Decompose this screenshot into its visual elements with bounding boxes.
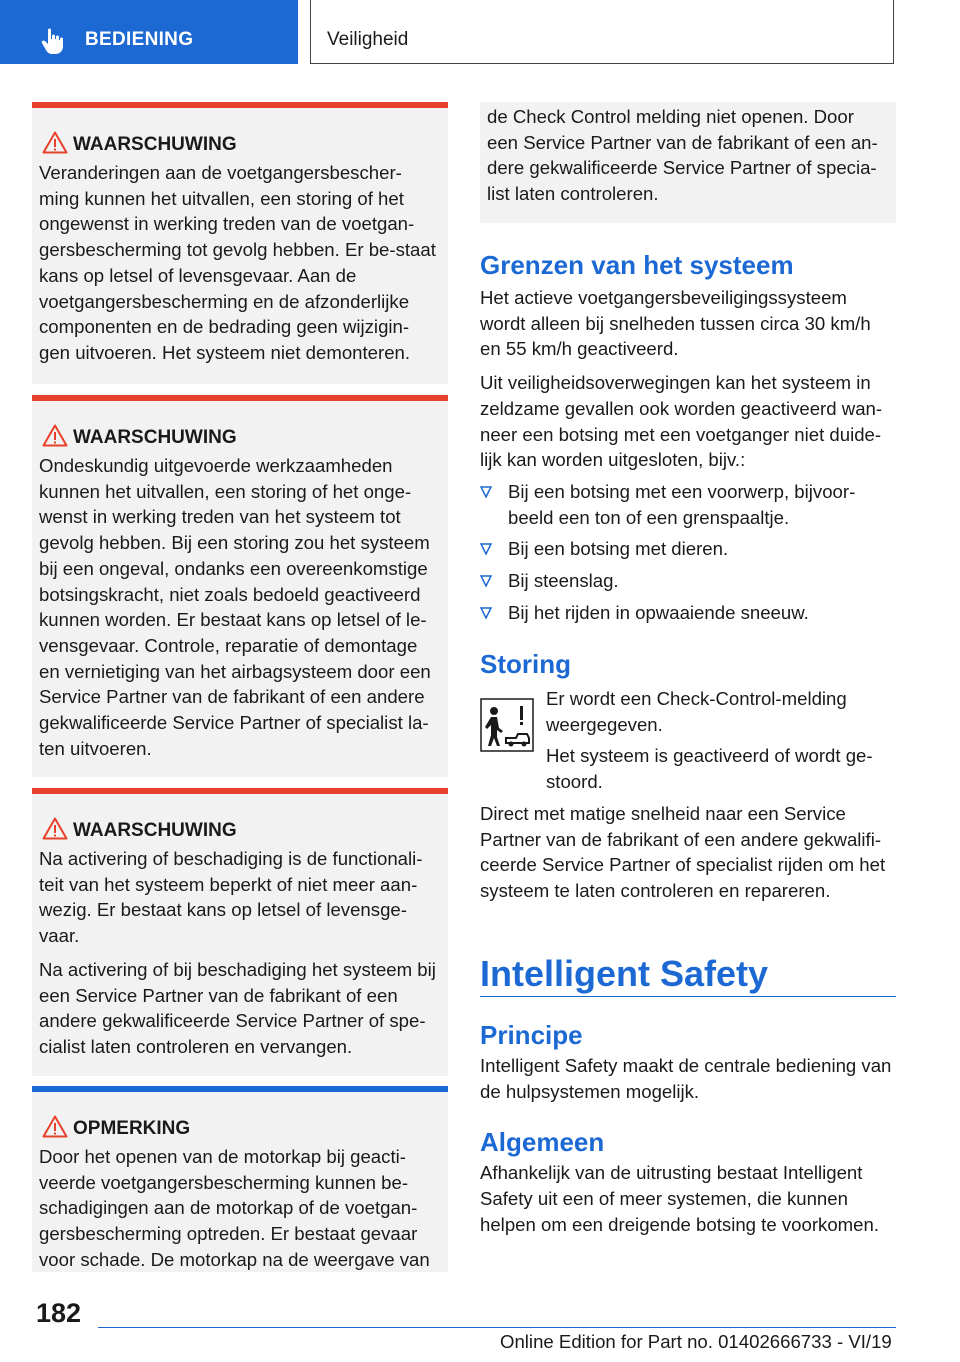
warning-bar: [32, 102, 448, 108]
warning-box: [32, 395, 448, 777]
list-item-text: Bij steenslag.: [508, 570, 619, 592]
limits-heading: Grenzen van het systeem: [480, 250, 794, 280]
limits-paragraph: Uit veiligheidsoverwegingen kan het systeem in zeldzame gevallen ook worden geactiveerd wan-neer een botsing met een voetganger niet duide-lijk kan worden uitgesloten, bijv.:: [480, 372, 883, 471]
note-text: Door het openen van de motorkap bij geacti-veerde voetgangersbescherming kunnen be-schadigingen aan de motorkap of de voetgan-gersbescherming optreden. Er bestaat gevaar voor schade. De motorkap na de weergave van: [39, 1146, 430, 1270]
warning-text: Na activering of beschadiging is de functionali-teit van het systeem beperkt of niet meer aan-wezig. Er bestaat kans op letsel of levensge-vaar.: [39, 848, 423, 947]
section-tab-bediening[interactable]: [0, 0, 298, 64]
pedestrian-warning-icon: [480, 698, 534, 752]
fault-heading: Storing: [480, 649, 571, 679]
warning-bar: [32, 395, 448, 401]
footer-rule: [98, 1327, 896, 1328]
section-title: Veiligheid: [327, 29, 409, 50]
list-item: [480, 536, 896, 562]
fault-icon-text: Het systeem is geactiveerd of wordt ge-stoord.: [546, 745, 873, 793]
section-header: [310, 0, 894, 64]
triangle-bullet-icon: [480, 543, 492, 555]
warning-text: Veranderingen aan de voetgangersbescher-ming kunnen het uitvallen, een storing of het ongewenst in werking treden van de voetgan-gersbescherming tot gevolg hebben. Er be-staat kans op letsel of levensgevaar. Aan de voetgangersbescherming en de afzonderlijke componenten en de bedrading geen wijzigin-gen uitvoeren. Het systeem niet demonteren.: [39, 162, 436, 363]
warning-text: Ondeskundig uitgevoerde werkzaamheden kunnen het uitvallen, een storing of het onge-wenst in werking treden van het systeem tot gevolg hebben. Bij een storing zou het systeem bij een ongeval, ondanks een overeenkomstige botsingskracht, niet zoals bedoeld geactiveerd kunnen worden. Er bestaat kans op letsel of le-vensgevaar. Controle, reparatie of demontage en vernietiging van het airbagsysteem door een Service Partner van de fabrikant of een andere gekwalificeerde Service Partner of specialist la-ten uitvoeren.: [39, 455, 431, 759]
limits-list: [480, 479, 896, 626]
fault-icon-text: Er wordt een Check-Control-melding weergegeven.: [546, 688, 847, 735]
principle-text: Intelligent Safety maakt de centrale bediening van de hulpsystemen mogelijk.: [480, 1055, 892, 1102]
chapter-title: Intelligent Safety: [480, 953, 769, 994]
limits-paragraph: Het actieve voetgangersbeveiligingssysteem wordt alleen bij snelheden tussen circa 30 km/h en 55 km/h geactiveerd.: [480, 287, 871, 360]
list-item: [480, 568, 896, 594]
note-title: OPMERKING: [73, 1118, 191, 1139]
tab-label: BEDIENING: [85, 29, 194, 50]
warning-text: Na activering of bij beschadiging het systeem bij een Service Partner van de fabrikant of een andere gekwalificeerde Service Partner of spe-cialist laten controleren en vervangen.: [39, 958, 436, 1057]
warning-title: WAARSCHUWING: [73, 427, 237, 448]
general-heading: Algemeen: [480, 1127, 605, 1158]
note-continuation-text: de Check Control melding niet openen. Door een Service Partner van de fabrikant of een an-dere gekwalificeerde Service Partner of specia-list laten controleren.: [487, 106, 878, 205]
note-bar: [32, 1086, 448, 1092]
warning-box: [32, 102, 448, 384]
page-number: 182: [36, 1298, 82, 1328]
note-box: [32, 1086, 448, 1272]
triangle-bullet-icon: [480, 486, 492, 498]
principle-heading: Principe: [480, 1020, 583, 1050]
warning-title: WAARSCHUWING: [73, 134, 237, 155]
hand-pointer-icon: [38, 26, 68, 61]
note-continuation-box: [480, 102, 896, 223]
list-item: [480, 600, 896, 626]
triangle-bullet-icon: [480, 607, 492, 619]
chapter-title-rule: [480, 996, 896, 997]
footer-edition: Online Edition for Part no. 01402666733 - VI/19: [500, 1331, 892, 1352]
warning-triangle-icon: [42, 1115, 68, 1138]
triangle-bullet-icon: [480, 575, 492, 587]
warning-box: [32, 788, 448, 1076]
intelligent-safety-section: [480, 952, 896, 1238]
warning-triangle-icon: [42, 817, 68, 840]
warning-triangle-icon: [42, 131, 68, 154]
list-item-text: Bij het rijden in opwaaiende sneeuw.: [508, 601, 809, 623]
list-item: [480, 479, 896, 530]
warning-title: WAARSCHUWING: [73, 820, 237, 841]
general-text: Afhankelijk van de uitrusting bestaat Intelligent Safety uit een of meer systemen, die kunnen helpen om een dreigende botsing te voorkomen.: [480, 1162, 880, 1235]
fault-paragraph: Direct met matige snelheid naar een Service Partner van de fabrikant of een andere gekwalifi-ceerde Service Partner of specialist rijden om het systeem te laten controleren en repareren.: [480, 802, 886, 901]
limits-section: [480, 249, 896, 625]
list-item-text: Bij een botsing met een voorwerp, bijvoor-beeld een ton of een grenspaaltje.: [508, 480, 856, 528]
list-item-text: Bij een botsing met dieren.: [508, 538, 729, 560]
warning-bar: [32, 788, 448, 794]
fault-section: [480, 648, 896, 904]
warning-triangle-icon: [42, 424, 68, 447]
